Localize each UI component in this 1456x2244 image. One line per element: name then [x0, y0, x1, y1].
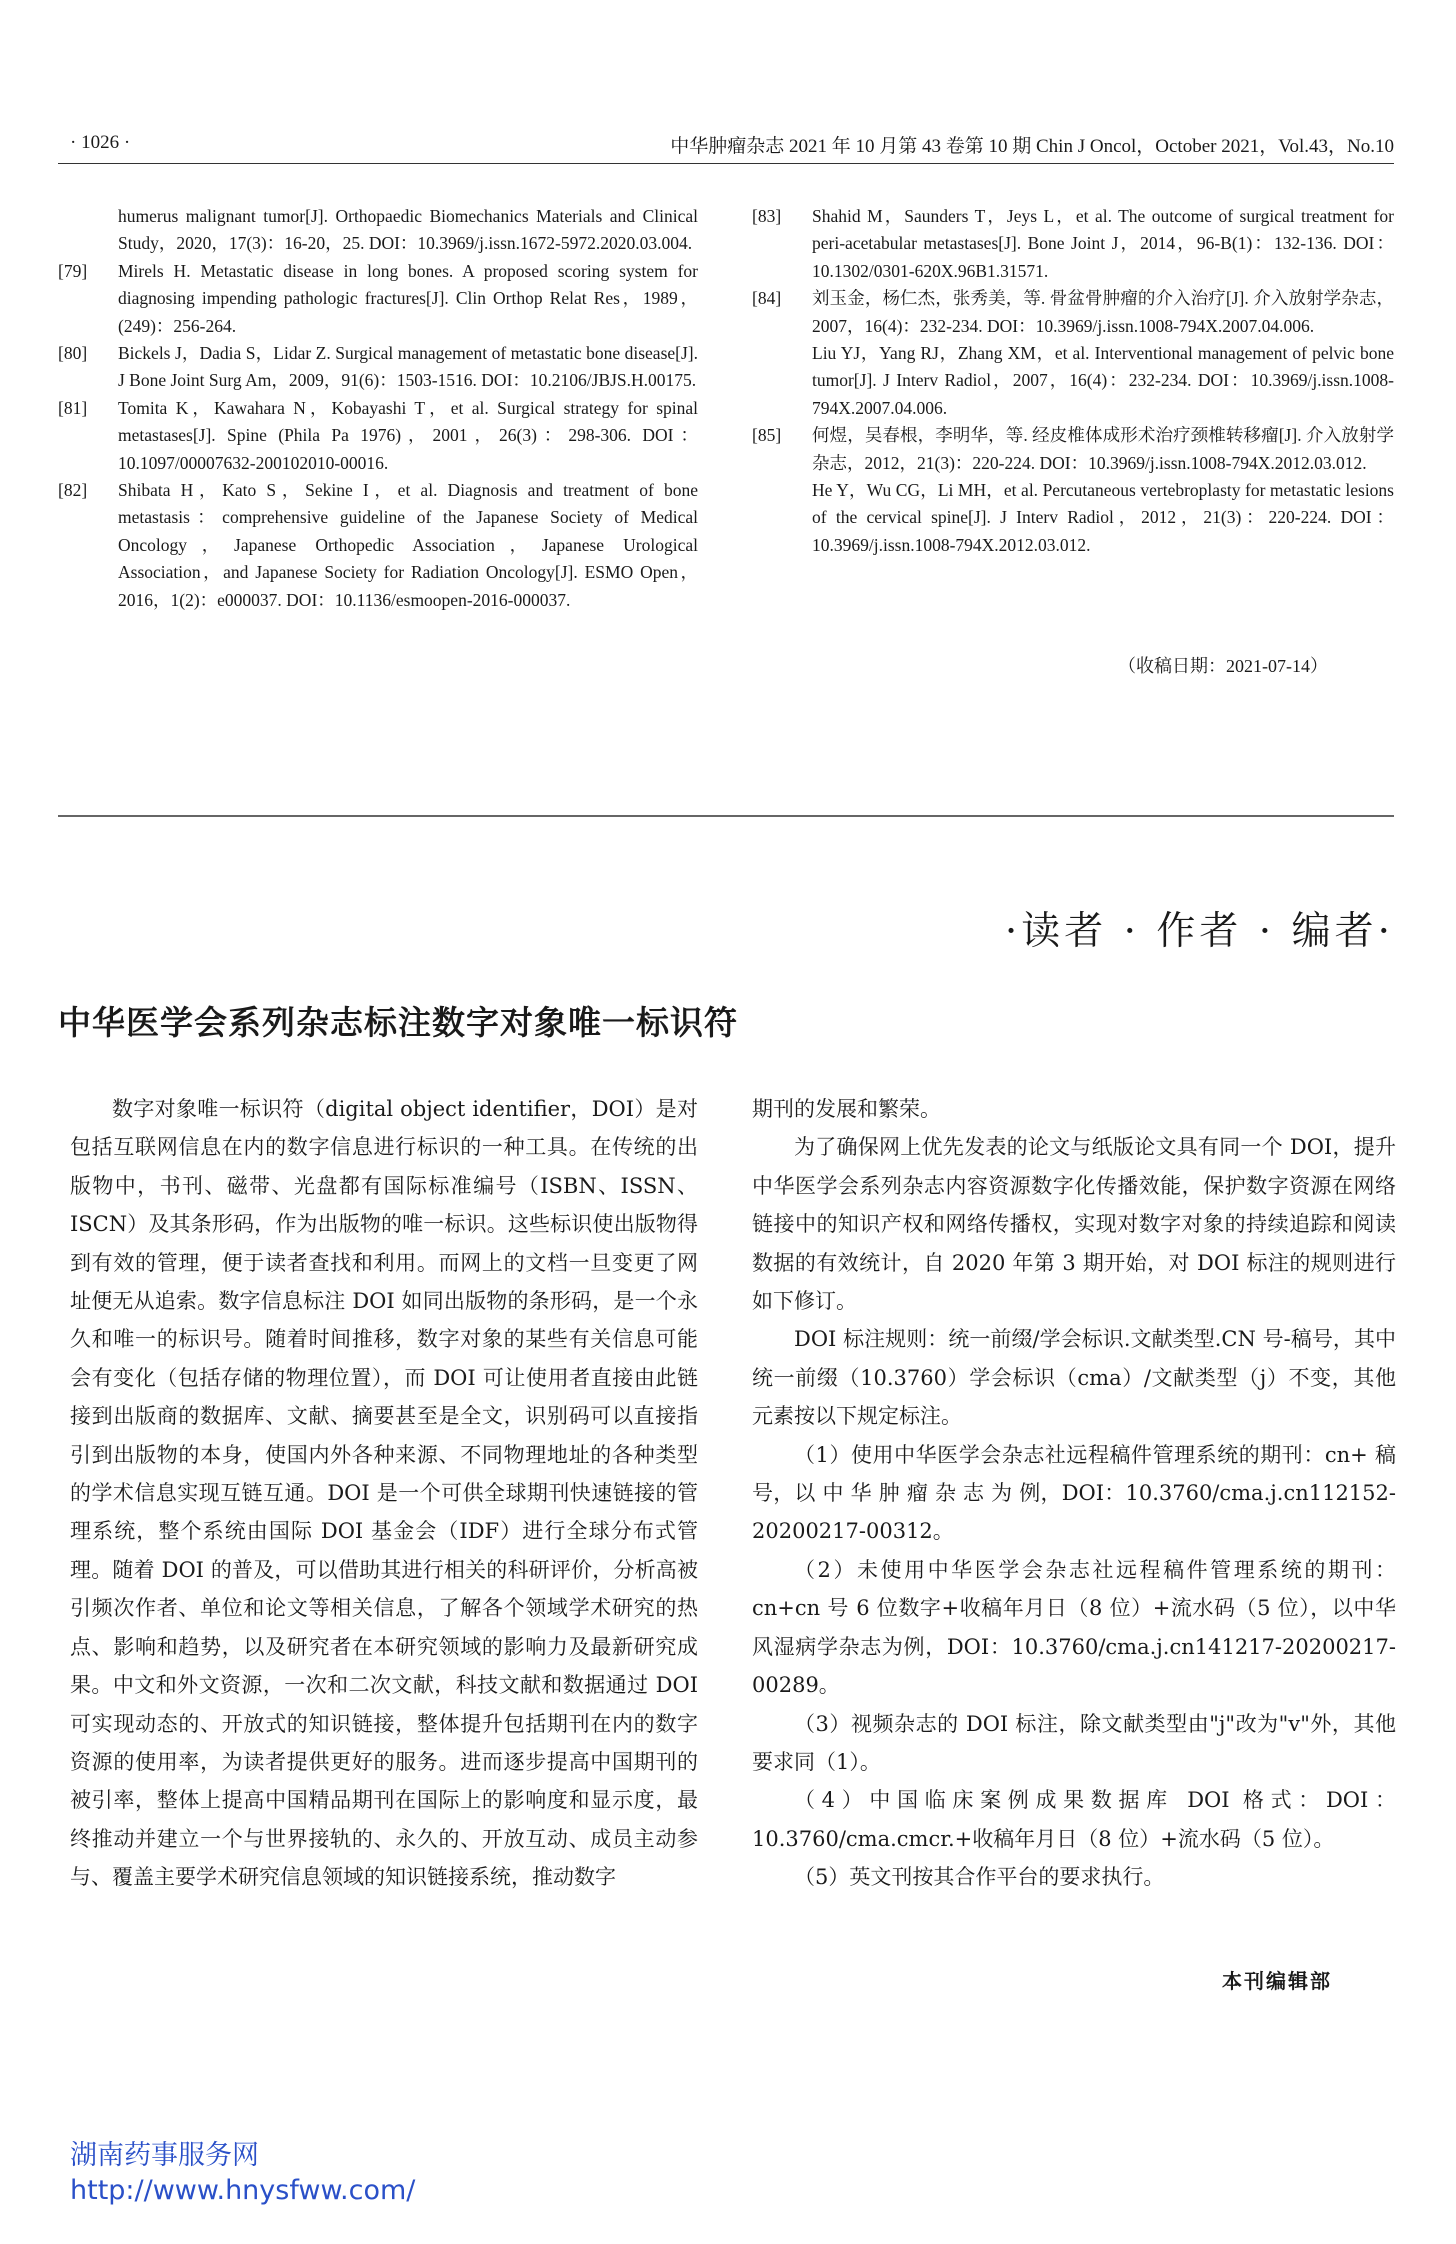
article-title: 中华医学会系列杂志标注数字对象唯一标识符 — [58, 1003, 738, 1042]
reference-number: [79] — [58, 260, 88, 281]
editorial-signature: 本刊编辑部 — [1222, 1969, 1332, 1993]
reference-entry — [58, 203, 698, 258]
page-number: · 1026 · — [70, 132, 131, 153]
reference-number: [85] — [752, 425, 782, 446]
body-paragraph: 期刊的发展和繁荣。 — [752, 1097, 941, 1121]
body-paragraph: 数字对象唯一标识符（digital object identifier，DOI）是对包括互联网信息在内的数字信息进行标识的一种工具。在传统的出版物中，书刊、磁带、光盘都有国际标准编号（ISBN、ISSN、ISCN）及其条形码，作为出版物的唯一标识。这些标识使出版物得到有效的管理，便于读者查找和利用。而网上的文档一旦变更了网址便无从追索。数字信息标注 DOI 如同出版物的条形码，是一个永久和唯一的标识号。随着时间推移，数字对象的某些有关信息可能会有变化（包括存储的物理位置），而 DOI 可让使用者直接由此链接到出版商的数据库、文献、摘要甚至是全文，识别码可以直接指引到出版物的本身，使国内外各种来源、不同物理地址的各种类型的学术信息实现互链互通。DOI 是一个可供全球期刊快速链接的管理系统，整个系统由国际 DOI 基金会（IDF）进行全球分布式管理。随着 DOI 的普及，可以借助其进行相关的科研评价，分析高被引频次作者、单位和论文等相关信息，了解各个领域学术研究的热点、影响和趋势，以及研究者在本研究领域的影响力及最新研究成果。中文和外文资源，一次和二次文献，科技文献和数据通过 DOI 可实现动态的、开放式的知识链接，整体提升包括期刊在内的数字资源的使用率，为读者提供更好的服务。进而逐步提高中国期刊的被引率，整体上提高中国精品期刊在国际上的影响度和显示度，最终推动并建立一个与世界接轨的、永久的、开放互动、成员主动参与、覆盖主要学术研究信息领域的知识链接系统，推动数字 — [70, 1097, 698, 1890]
body-paragraph: DOI 标注规则：统一前缀/学会标识.文献类型.CN 号-稿号，其中统一前缀（10.3760）学会标识（cma）/文献类型（j）不变，其他元素按以下规定标注。 — [752, 1327, 1396, 1429]
reference-text: humerus malignant tumor[J]. Orthopaedic Biomechanics Materials and Clinical Study，2020，17(3)：16-20，25. DOI：10.3969/j.issn.1672-5972.2020.03.004. — [118, 206, 698, 254]
body-paragraph: （1）使用中华医学会杂志社远程稿件管理系统的期刊：cn+ 稿 号，以 中 华 肿 瘤 杂 志 为 例，DOI：10.3760/cma.j.cn112152-20200217-00312。 — [752, 1442, 1396, 1544]
reference-number: [83] — [752, 206, 782, 226]
reference-text: 何煜，吴春根，李明华，等. 经皮椎体成形术治疗颈椎转移瘤[J]. 介入放射学杂志，2012，21(3)：220-224. DOI：10.3969/j.issn.1008-794X.2012.03.012. — [812, 425, 1394, 473]
reference-entry — [752, 340, 1394, 422]
section-separator — [58, 815, 1394, 817]
reference-entry — [58, 477, 698, 614]
reference-text: Shibata H，Kato S，Sekine I，et al. Diagnosis and treatment of bone metastasis：comprehensive guideline of the Japanese Society of Medical Oncology，Japanese Orthopedic Association，Japanese Urological Association，and Japanese Society for Radiation Oncology[J]. ESMO Open，2016，1(2)：e000037. DOI：10.1136/esmoopen-2016-000037. — [118, 480, 698, 610]
reference-number: [82] — [58, 480, 88, 501]
received-date: （收稿日期：2021-07-14） — [1118, 656, 1328, 676]
reference-entry — [58, 395, 698, 477]
watermark — [70, 2138, 415, 2208]
references-right-column — [752, 203, 1394, 559]
running-head: 中华肿瘤杂志 2021 年 10 月第 43 卷第 10 期 Chin J Oncol，October 2021，Vol.43，No.10 — [670, 136, 1394, 157]
reference-text: Tomita K，Kawahara N，Kobayashi T，et al. Surgical strategy for spinal metastases[J]. Spine (Phila Pa 1976)，2001，26(3)：298-306. DOI：10.1097/00007632-200102010-00016. — [118, 397, 698, 473]
reference-text: Liu YJ，Yang RJ，Zhang XM，et al. Interventional management of pelvic bone tumor[J]. J Interv Radiol，2007，16(4)：232-234. DOI：10.3969/j.issn.1008-794X.2007.04.006. — [812, 343, 1394, 418]
reference-entry — [58, 258, 698, 340]
reference-text: He Y，Wu CG，Li MH，et al. Percutaneous vertebroplasty for metastatic lesions of the cervical spine[J]. J Interv Radiol，2012，21(3)：220-224. DOI：10.3969/j.issn.1008-794X.2012.03.012. — [812, 480, 1394, 555]
reference-entry — [752, 285, 1394, 340]
reference-entry — [752, 203, 1394, 285]
reference-number: [84] — [752, 288, 782, 309]
reference-text: Mirels H. Metastatic disease in long bones. A proposed scoring system for diagnosing impending pathologic fractures[J]. Clin Orthop Relat Res，1989，(249)：256-264. — [118, 260, 698, 336]
body-right-column — [752, 1090, 1396, 1897]
section-heading: ·读者 · 作者 · 编者· — [1004, 909, 1394, 954]
watermark-url: http://www.hnysfww.com/ — [70, 2175, 416, 2206]
body-paragraph: 为了确保网上优先发表的论文与纸版论文具有同一个 DOI，提升中华医学会系列杂志内容资源数字化传播效能，保护数字资源在网络链接中的知识产权和网络传播权，实现对数字对象的持续追踪和阅读数据的有效统计，自 2020 年第 3 期开始，对 DOI 标注的规则进行如下修订。 — [752, 1135, 1396, 1314]
reference-text: 刘玉金，杨仁杰，张秀美，等. 骨盆骨肿瘤的介入治疗[J]. 介入放射学杂志，2007，16(4)：232-234. DOI：10.3969/j.issn.1008-794X.2007.04.006. — [812, 288, 1394, 336]
reference-entry — [752, 422, 1394, 477]
watermark-site-name: 湖南药事服务网 — [70, 2140, 259, 2171]
reference-text: Bickels J，Dadia S，Lidar Z. Surgical management of metastatic bone disease[J]. J Bone Joint Surg Am，2009，91(6)：1503-1516. DOI：10.2106/JBJS.H.00175. — [118, 343, 698, 391]
body-paragraph: （3）视频杂志的 DOI 标注，除文献类型由"j"改为"v"外，其他要求同（1）。 — [752, 1711, 1396, 1774]
reference-entry — [58, 340, 698, 395]
reference-number: [81] — [58, 397, 88, 418]
body-left-column — [70, 1090, 698, 1897]
header-rule — [58, 163, 1394, 164]
reference-entry — [752, 477, 1394, 559]
reference-number: [80] — [58, 343, 88, 364]
reference-text: Shahid M，Saunders T，Jeys L，et al. The outcome of surgical treatment for peri-acetabular metastases[J]. Bone Joint J，2014，96-B(1)：132-136. DOI：10.1302/0301-620X.96B1.31571. — [812, 206, 1394, 281]
body-paragraph: （4）中国临床案例成果数据库 DOI 格式：DOI：10.3760/cma.cmcr.+收稿年月日（8 位）+流水码（5 位）。 — [752, 1788, 1396, 1851]
body-paragraph: （2）未使用中华医学会杂志社远程稿件管理系统的期刊：cn+cn 号 6 位数字+收稿年月日（8 位）+流水码（5 位），以中华风湿病学杂志为例，DOI：10.3760/cma.j.cn141217-20200217-00289。 — [752, 1557, 1396, 1698]
references-left-column — [58, 203, 698, 614]
body-paragraph: （5）英文刊按其合作平台的要求执行。 — [794, 1865, 1165, 1890]
